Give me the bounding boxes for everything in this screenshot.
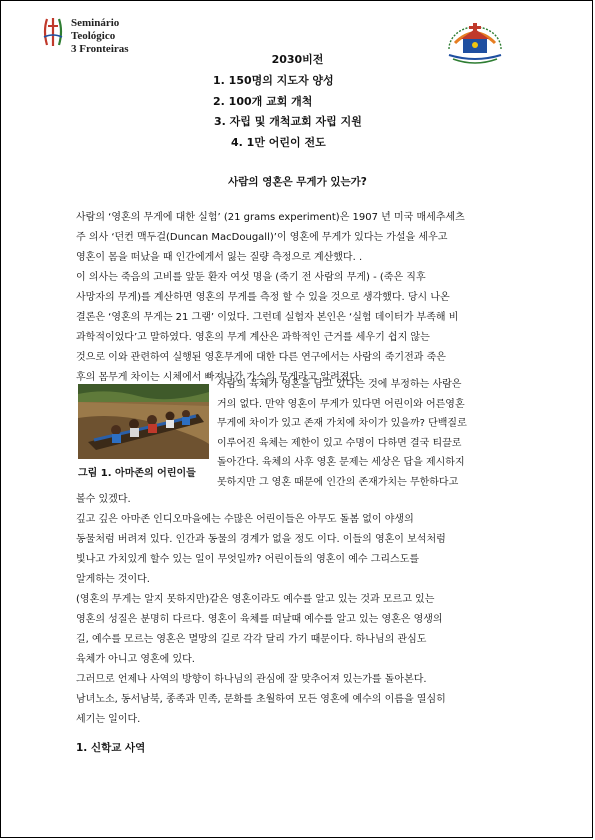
body-line: 육체가 아니고 영혼에 있다. — [76, 654, 195, 665]
seminary-cross-icon — [41, 17, 65, 47]
article-body-top — [76, 208, 521, 388]
body-line: 빛나고 가치있게 할수 있는 일이 무엇일까? 어린이들의 영혼이 예수 그리스도를 — [76, 554, 420, 565]
body-line: 후의 몸무게 차이는 시체에서 빠져나간 가스의 무게라고 알려졌다. — [76, 372, 363, 383]
body-line: 남녀노소, 동서남북, 종족과 민족, 문화를 초월하여 모든 영혼에 예수의 이름을 열심히 — [76, 694, 446, 705]
body-line: 것으로 이와 관련하여 실행된 영혼무게에 대한 다른 연구에서는 사람의 죽기전과 죽은 — [76, 352, 446, 363]
body-line: 영혼의 성질은 분명히 다르다. 영혼이 육체를 떠날때 예수를 알고 있는 영혼은 영생의 — [76, 614, 443, 625]
body-line: 이 의사는 죽음의 고비를 앞둔 환자 여섯 명을 (죽기 전 사람의 무게) - (죽은 직후 — [76, 272, 426, 283]
body-line: 무게에 차이가 있고 존재 가치에 차이가 있을까? 단백질로 — [217, 418, 467, 430]
body-line: 그러므로 언제나 사역의 방향이 하나님의 관심에 잘 맞추어져 있는가를 돌아본다. — [76, 674, 427, 685]
body-line: 영혼이 몸을 떠났을 때 인간에게서 잃는 질량 측정으로 계산했다. . — [76, 252, 363, 263]
body-line: (영혼의 무게는 알지 못하지만)같은 영혼이라도 예수를 알고 있는 것과 모르고 있는 — [76, 594, 435, 605]
vision-list — [213, 71, 362, 153]
body-line: 사람의 육체가 영혼을 담고 있다는 것에 부정하는 사람은 — [217, 379, 462, 390]
body-line: 알게하는 것이다. — [76, 574, 150, 585]
vision-item: 3. 자립 및 개척교회 자립 지원 — [214, 115, 362, 128]
body-line: 볼수 있겠다. — [76, 494, 131, 505]
body-line: 동물처럼 버려져 있다. 인간과 동물의 경계가 없을 정도 이다. 이들의 영혼이 보석처럼 — [76, 534, 446, 545]
body-line: 사망자의 무게)를 계산하면 영혼의 무게를 측정 할 수 있을 것으로 생각했다. 당시 나온 — [76, 292, 450, 303]
org-name-line-2: Teológico — [71, 30, 116, 42]
vision-item: 4. 1만 어린이 전도 — [231, 135, 326, 149]
amazon-children-photo — [78, 384, 209, 459]
body-line: 길, 예수를 모르는 영혼은 멸망의 길로 각각 달리 가기 때문이다. 하나님의 관심도 — [76, 634, 427, 645]
section-subheading: 1. 신학교 사역 — [76, 742, 146, 754]
article-heading: 사람의 영혼은 무게가 있는가? — [228, 176, 367, 188]
vision-item: 1. 150명의 지도자 양성 — [213, 74, 334, 87]
org-name-line-3: 3 Fronteiras — [71, 43, 129, 55]
body-line: 깊고 깊은 아마존 인디오마을에는 수많은 어린이들은 아무도 돌봄 없이 야생의 — [76, 514, 414, 525]
body-line: 사람의 ‘영혼의 무게에 대한 실험’ (21 grams experiment)은 1907 년 미국 매세추세츠 — [76, 212, 465, 223]
body-line: 주 의사 ‘던컨 맥두걸(Duncan MacDougall)’이 영혼에 무게가 있다는 가설을 세우고 — [76, 232, 448, 243]
body-line: 과학적이었다’고 말하였다. 영혼의 무게 계산은 과학적인 근거를 세우기 쉽지 않는 — [76, 332, 430, 343]
body-line: 거의 없다. 만약 영혼이 무게가 있다면 어린이와 어른영혼 — [217, 398, 465, 410]
body-line: 세기는 일이다. — [76, 714, 141, 725]
body-line: 돌아간다. 육체의 사후 영혼 문제는 세상은 답을 제시하지 — [217, 457, 465, 469]
body-line: 결론은 ‘영혼의 무게는 21 그램’ 이었다. 그런데 실험자 본인은 ‘실험 데이터가 부족해 비 — [76, 312, 459, 323]
article-body-bottom — [76, 490, 521, 730]
article-body-wrap — [217, 375, 517, 493]
org-name-line-1: Seminário — [71, 17, 120, 29]
body-line: 이루어진 육체는 제한이 있고 수명이 다하면 결국 티끌로 — [217, 437, 462, 449]
body-line: 못하지만 그 영혼 때문에 인간의 존재가치는 무한하다고 — [217, 476, 459, 488]
figure-caption: 그림 1. 아마존의 어린이들 — [78, 468, 196, 479]
vision-title: 2030비전 — [271, 53, 324, 66]
vision-item: 2. 100개 교회 개척 — [213, 94, 313, 108]
